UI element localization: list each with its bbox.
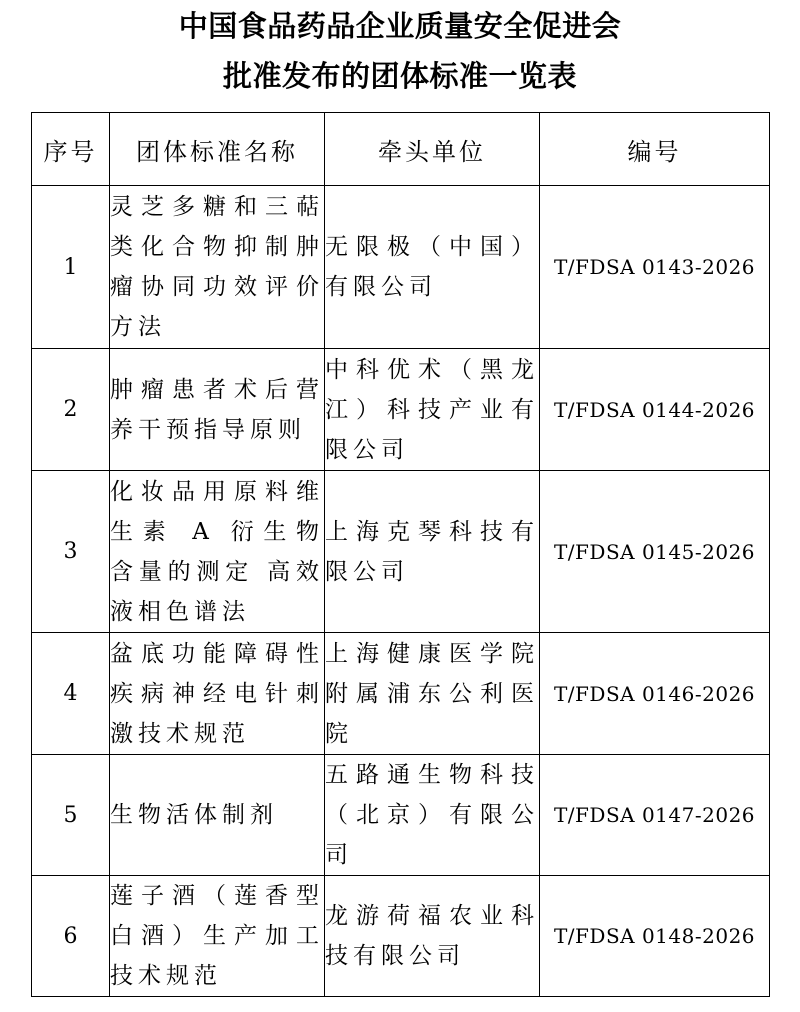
document-title-line-2: 批准发布的团体标准一览表 [222, 59, 577, 93]
row-lead-unit: 无限极（中国）有限公司 [325, 186, 540, 349]
header-standard-name: 团体标准名称 [110, 113, 325, 186]
row-serial-number: 4 [32, 633, 110, 755]
row-lead-unit: 龙游荷福农业科技有限公司 [325, 876, 540, 997]
row-standard-name: 盆底功能障碍性疾病神经电针刺激技术规范 [110, 633, 325, 755]
row-standard-code: T/FDSA 0143-2026 [540, 186, 770, 349]
row-standard-code: T/FDSA 0146-2026 [540, 633, 770, 755]
row-serial-number: 1 [32, 186, 110, 349]
row-standard-code: T/FDSA 0145-2026 [540, 471, 770, 633]
row-standard-name: 生物活体制剂 [110, 755, 325, 876]
row-lead-unit: 上海克琴科技有限公司 [325, 471, 540, 633]
table-header-row [32, 113, 770, 186]
row-standard-code: T/FDSA 0147-2026 [540, 755, 770, 876]
table-row [32, 633, 770, 755]
table-row [32, 755, 770, 876]
row-lead-unit: 中科优术（黑龙江）科技产业有限公司 [325, 349, 540, 471]
row-serial-number: 2 [32, 349, 110, 471]
table-row [32, 876, 770, 997]
row-standard-name: 化妆品用原料维生素 A 衍生物含量的测定 高效液相色谱法 [110, 471, 325, 633]
row-standard-name: 莲子酒（莲香型白酒）生产加工技术规范 [110, 876, 325, 997]
row-lead-unit: 五路通生物科技（北京）有限公司 [325, 755, 540, 876]
row-standard-code: T/FDSA 0148-2026 [540, 876, 770, 997]
header-standard-code: 编号 [540, 113, 770, 186]
header-lead-unit: 牵头单位 [325, 113, 540, 186]
row-serial-number: 5 [32, 755, 110, 876]
row-serial-number: 3 [32, 471, 110, 633]
table-row [32, 349, 770, 471]
row-standard-name: 灵芝多糖和三萜类化合物抑制肿瘤协同功效评价方法 [110, 186, 325, 349]
document-title-line-1: 中国食品药品企业质量安全促进会 [178, 9, 622, 43]
table-row [32, 186, 770, 349]
row-serial-number: 6 [32, 876, 110, 997]
header-serial-number: 序号 [32, 113, 110, 186]
row-standard-name: 肿瘤患者术后营养干预指导原则 [110, 349, 325, 471]
row-standard-code: T/FDSA 0144-2026 [540, 349, 770, 471]
row-lead-unit: 上海健康医学院附属浦东公利医院 [325, 633, 540, 755]
standards-table [31, 112, 770, 997]
table-row [32, 471, 770, 633]
